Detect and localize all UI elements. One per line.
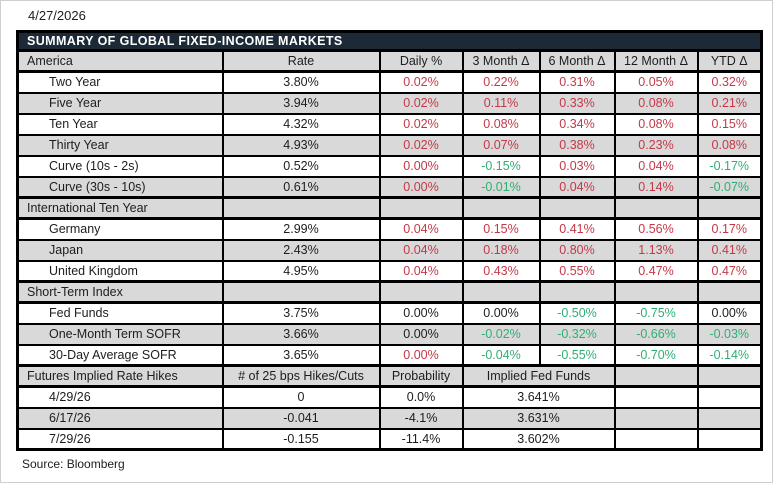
row-futures-implied-rate-hikes (18, 366, 762, 387)
cell-two-year-4: 0.05% (615, 72, 698, 93)
cell-empty (223, 198, 380, 219)
row-label-japan: Japan (18, 240, 223, 261)
cell-ten-year-5: 0.15% (698, 114, 762, 135)
cell-30-day-average-sofr-2: -0.04% (463, 345, 540, 366)
row-thirty-year (18, 135, 762, 156)
cell-curve-10s-2s-5: -0.17% (698, 156, 762, 177)
cell-germany-1: 0.04% (380, 219, 463, 240)
cell-empty (615, 387, 698, 408)
cell-united-kingdom-0: 4.95% (223, 261, 380, 282)
row-fed-funds (18, 303, 762, 324)
cell-one-month-term-sofr-0: 3.66% (223, 324, 380, 345)
cell-two-year-5: 0.32% (698, 72, 762, 93)
cell-7-29-26-0: -0.155 (223, 429, 380, 450)
row-label-6-17-26: 6/17/26 (18, 408, 223, 429)
cell-fed-funds-3: -0.50% (540, 303, 615, 324)
cell-empty (463, 198, 540, 219)
cell-curve-10s-2s-2: -0.15% (463, 156, 540, 177)
cell-curve-30s-10s-1: 0.00% (380, 177, 463, 198)
row-ten-year (18, 114, 762, 135)
cell-one-month-term-sofr-3: -0.32% (540, 324, 615, 345)
cell-curve-10s-2s-4: 0.04% (615, 156, 698, 177)
cell-japan-5: 0.41% (698, 240, 762, 261)
cell-empty (223, 282, 380, 303)
row-label-five-year: Five Year (18, 93, 223, 114)
cell-america-5: YTD Δ (698, 51, 762, 72)
cell-empty (698, 387, 762, 408)
row-label-curve-30s-10s: Curve (30s - 10s) (18, 177, 223, 198)
row-label-united-kingdom: United Kingdom (18, 261, 223, 282)
cell-empty (380, 282, 463, 303)
cell-empty (698, 198, 762, 219)
row-label-ten-year: Ten Year (18, 114, 223, 135)
cell-five-year-2: 0.11% (463, 93, 540, 114)
cell-thirty-year-0: 4.93% (223, 135, 380, 156)
cell-6-17-26-1: -4.1% (380, 408, 463, 429)
row-label-two-year: Two Year (18, 72, 223, 93)
cell-empty (698, 429, 762, 450)
cell-thirty-year-3: 0.38% (540, 135, 615, 156)
row-30-day-average-sofr (18, 345, 762, 366)
cell-five-year-0: 3.94% (223, 93, 380, 114)
cell-germany-2: 0.15% (463, 219, 540, 240)
cell-empty (698, 366, 762, 387)
row-united-kingdom (18, 261, 762, 282)
cell-fed-funds-5: 0.00% (698, 303, 762, 324)
cell-30-day-average-sofr-5: -0.14% (698, 345, 762, 366)
cell-empty (615, 429, 698, 450)
cell-thirty-year-1: 0.02% (380, 135, 463, 156)
cell-4-29-26-1: 0.0% (380, 387, 463, 408)
row-label-short-term-index: Short-Term Index (18, 282, 223, 303)
cell-japan-1: 0.04% (380, 240, 463, 261)
cell-two-year-3: 0.31% (540, 72, 615, 93)
cell-thirty-year-4: 0.23% (615, 135, 698, 156)
cell-one-month-term-sofr-1: 0.00% (380, 324, 463, 345)
row-one-month-term-sofr (18, 324, 762, 345)
row-label-fed-funds: Fed Funds (18, 303, 223, 324)
row-america (18, 51, 762, 72)
cell-futures-implied-rate-hikes-0: # of 25 bps Hikes/Cuts (223, 366, 380, 387)
cell-ten-year-1: 0.02% (380, 114, 463, 135)
cell-america-4: 12 Month Δ (615, 51, 698, 72)
cell-futures-implied-rate-hikes-1: Probability (380, 366, 463, 387)
cell-america-2: 3 Month Δ (463, 51, 540, 72)
cell-4-29-26-0: 0 (223, 387, 380, 408)
cell-empty (615, 282, 698, 303)
cell-empty (698, 408, 762, 429)
row-6-17-26 (18, 408, 762, 429)
cell-curve-10s-2s-1: 0.00% (380, 156, 463, 177)
row-label-one-month-term-sofr: One-Month Term SOFR (18, 324, 223, 345)
cell-ten-year-2: 0.08% (463, 114, 540, 135)
cell-30-day-average-sofr-1: 0.00% (380, 345, 463, 366)
row-label-thirty-year: Thirty Year (18, 135, 223, 156)
cell-futures-implied-rate-hikes-2: Implied Fed Funds (463, 366, 615, 387)
cell-fed-funds-0: 3.75% (223, 303, 380, 324)
row-label-30-day-average-sofr: 30-Day Average SOFR (18, 345, 223, 366)
cell-one-month-term-sofr-4: -0.66% (615, 324, 698, 345)
row-short-term-index (18, 282, 762, 303)
cell-curve-30s-10s-5: -0.07% (698, 177, 762, 198)
cell-empty (540, 198, 615, 219)
cell-curve-30s-10s-3: 0.04% (540, 177, 615, 198)
cell-curve-30s-10s-2: -0.01% (463, 177, 540, 198)
row-4-29-26 (18, 387, 762, 408)
cell-germany-0: 2.99% (223, 219, 380, 240)
cell-4-29-26-2: 3.641% (463, 387, 615, 408)
cell-empty (380, 198, 463, 219)
cell-germany-4: 0.56% (615, 219, 698, 240)
row-label-curve-10s-2s: Curve (10s - 2s) (18, 156, 223, 177)
table-title: SUMMARY OF GLOBAL FIXED-INCOME MARKETS (18, 32, 762, 51)
row-label-international-ten-year: International Ten Year (18, 198, 223, 219)
cell-five-year-4: 0.08% (615, 93, 698, 114)
cell-united-kingdom-5: 0.47% (698, 261, 762, 282)
cell-30-day-average-sofr-3: -0.55% (540, 345, 615, 366)
cell-japan-2: 0.18% (463, 240, 540, 261)
row-label-futures-implied-rate-hikes: Futures Implied Rate Hikes (18, 366, 223, 387)
row-five-year (18, 93, 762, 114)
cell-6-17-26-2: 3.631% (463, 408, 615, 429)
cell-united-kingdom-1: 0.04% (380, 261, 463, 282)
cell-curve-10s-2s-3: 0.03% (540, 156, 615, 177)
cell-30-day-average-sofr-4: -0.70% (615, 345, 698, 366)
row-label-4-29-26: 4/29/26 (18, 387, 223, 408)
cell-7-29-26-2: 3.602% (463, 429, 615, 450)
cell-america-1: Daily % (380, 51, 463, 72)
cell-germany-3: 0.41% (540, 219, 615, 240)
cell-empty (615, 366, 698, 387)
row-label-america: America (18, 51, 223, 72)
cell-japan-4: 1.13% (615, 240, 698, 261)
cell-curve-10s-2s-0: 0.52% (223, 156, 380, 177)
cell-thirty-year-2: 0.07% (463, 135, 540, 156)
cell-empty (615, 408, 698, 429)
cell-united-kingdom-3: 0.55% (540, 261, 615, 282)
cell-one-month-term-sofr-2: -0.02% (463, 324, 540, 345)
row-japan (18, 240, 762, 261)
cell-ten-year-4: 0.08% (615, 114, 698, 135)
cell-germany-5: 0.17% (698, 219, 762, 240)
report-date: 4/27/2026 (28, 8, 86, 23)
cell-empty (540, 282, 615, 303)
cell-fed-funds-1: 0.00% (380, 303, 463, 324)
cell-one-month-term-sofr-5: -0.03% (698, 324, 762, 345)
row-germany (18, 219, 762, 240)
cell-ten-year-3: 0.34% (540, 114, 615, 135)
cell-curve-30s-10s-0: 0.61% (223, 177, 380, 198)
cell-6-17-26-0: -0.041 (223, 408, 380, 429)
table-title-bar (18, 32, 762, 51)
row-curve-10s-2s (18, 156, 762, 177)
row-7-29-26 (18, 429, 762, 450)
cell-fed-funds-2: 0.00% (463, 303, 540, 324)
cell-america-0: Rate (223, 51, 380, 72)
cell-ten-year-0: 4.32% (223, 114, 380, 135)
cell-japan-3: 0.80% (540, 240, 615, 261)
fixed-income-table (16, 30, 763, 451)
cell-japan-0: 2.43% (223, 240, 380, 261)
row-international-ten-year (18, 198, 762, 219)
cell-30-day-average-sofr-0: 3.65% (223, 345, 380, 366)
source-note: Source: Bloomberg (22, 457, 125, 471)
cell-fed-funds-4: -0.75% (615, 303, 698, 324)
cell-empty (698, 282, 762, 303)
cell-america-3: 6 Month Δ (540, 51, 615, 72)
row-two-year (18, 72, 762, 93)
row-label-7-29-26: 7/29/26 (18, 429, 223, 450)
cell-united-kingdom-4: 0.47% (615, 261, 698, 282)
cell-7-29-26-1: -11.4% (380, 429, 463, 450)
cell-five-year-1: 0.02% (380, 93, 463, 114)
cell-two-year-2: 0.22% (463, 72, 540, 93)
cell-two-year-0: 3.80% (223, 72, 380, 93)
cell-empty (463, 282, 540, 303)
cell-two-year-1: 0.02% (380, 72, 463, 93)
cell-five-year-5: 0.21% (698, 93, 762, 114)
cell-curve-30s-10s-4: 0.14% (615, 177, 698, 198)
cell-empty (615, 198, 698, 219)
cell-five-year-3: 0.33% (540, 93, 615, 114)
row-label-germany: Germany (18, 219, 223, 240)
row-curve-30s-10s (18, 177, 762, 198)
cell-thirty-year-5: 0.08% (698, 135, 762, 156)
cell-united-kingdom-2: 0.43% (463, 261, 540, 282)
